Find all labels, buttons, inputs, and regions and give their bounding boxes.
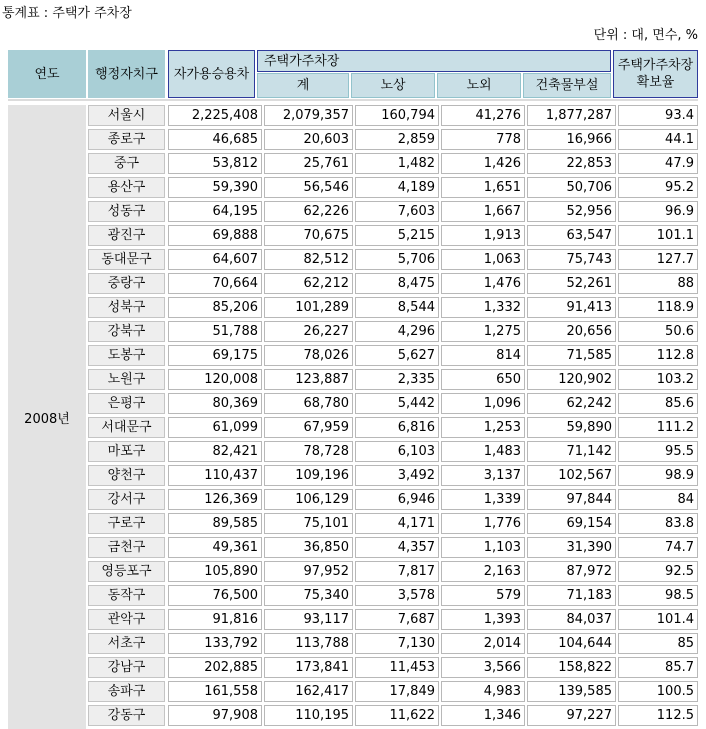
district-cell: 송파구 xyxy=(88,681,165,702)
table-row xyxy=(0,321,706,342)
private-cars-cell: 69,888 xyxy=(168,225,262,246)
private-cars-cell: 110,437 xyxy=(168,465,262,486)
ratio-cell: 100.5 xyxy=(618,681,698,702)
building-cell: 69,154 xyxy=(527,513,616,534)
ratio-cell: 101.1 xyxy=(618,225,698,246)
offstreet-cell: 1,103 xyxy=(441,537,525,558)
table-row xyxy=(0,537,706,558)
table-row xyxy=(0,705,706,726)
private-cars-cell: 202,885 xyxy=(168,657,262,678)
offstreet-cell: 1,913 xyxy=(441,225,525,246)
street-cell: 8,544 xyxy=(355,297,439,318)
street-cell: 8,475 xyxy=(355,273,439,294)
offstreet-cell: 1,346 xyxy=(441,705,525,726)
district-cell: 강북구 xyxy=(88,321,165,342)
table-row xyxy=(0,153,706,174)
private-cars-cell: 76,500 xyxy=(168,585,262,606)
offstreet-cell: 650 xyxy=(441,369,525,390)
private-cars-cell: 64,607 xyxy=(168,249,262,270)
building-cell: 20,656 xyxy=(527,321,616,342)
header-parking: 주택가주차장 xyxy=(257,50,611,72)
ratio-cell: 83.8 xyxy=(618,513,698,534)
offstreet-cell: 1,651 xyxy=(441,177,525,198)
street-cell: 11,453 xyxy=(355,657,439,678)
ratio-cell: 85.6 xyxy=(618,393,698,414)
street-cell: 4,189 xyxy=(355,177,439,198)
table-row xyxy=(0,393,706,414)
table-row xyxy=(0,369,706,390)
ratio-cell: 127.7 xyxy=(618,249,698,270)
district-cell: 양천구 xyxy=(88,465,165,486)
ratio-cell: 93.4 xyxy=(618,105,698,126)
private-cars-cell: 133,792 xyxy=(168,633,262,654)
table-row xyxy=(0,129,706,150)
district-cell: 용산구 xyxy=(88,177,165,198)
district-cell: 서울시 xyxy=(88,105,165,126)
building-cell: 87,972 xyxy=(527,561,616,582)
ratio-cell: 95.5 xyxy=(618,441,698,462)
offstreet-cell: 3,566 xyxy=(441,657,525,678)
private-cars-cell: 161,558 xyxy=(168,681,262,702)
street-cell: 6,103 xyxy=(355,441,439,462)
parking-total-cell: 25,761 xyxy=(264,153,353,174)
parking-total-cell: 70,675 xyxy=(264,225,353,246)
street-cell: 7,603 xyxy=(355,201,439,222)
building-cell: 97,844 xyxy=(527,489,616,510)
table-row xyxy=(0,465,706,486)
street-cell: 7,687 xyxy=(355,609,439,630)
header-building: 건축물부설 xyxy=(523,73,611,98)
table-row xyxy=(0,417,706,438)
ratio-cell: 84 xyxy=(618,489,698,510)
parking-total-cell: 110,195 xyxy=(264,705,353,726)
offstreet-cell: 1,667 xyxy=(441,201,525,222)
parking-total-cell: 62,212 xyxy=(264,273,353,294)
offstreet-cell: 1,393 xyxy=(441,609,525,630)
parking-total-cell: 113,788 xyxy=(264,633,353,654)
private-cars-cell: 53,812 xyxy=(168,153,262,174)
parking-total-cell: 75,101 xyxy=(264,513,353,534)
offstreet-cell: 1,275 xyxy=(441,321,525,342)
street-cell: 7,817 xyxy=(355,561,439,582)
offstreet-cell: 3,137 xyxy=(441,465,525,486)
street-cell: 17,849 xyxy=(355,681,439,702)
district-cell: 서초구 xyxy=(88,633,165,654)
district-cell: 동작구 xyxy=(88,585,165,606)
district-cell: 서대문구 xyxy=(88,417,165,438)
building-cell: 63,547 xyxy=(527,225,616,246)
district-cell: 강남구 xyxy=(88,657,165,678)
parking-total-cell: 62,226 xyxy=(264,201,353,222)
ratio-cell: 118.9 xyxy=(618,297,698,318)
private-cars-cell: 61,099 xyxy=(168,417,262,438)
street-cell: 6,946 xyxy=(355,489,439,510)
ratio-cell: 101.4 xyxy=(618,609,698,630)
street-cell: 5,215 xyxy=(355,225,439,246)
table-row xyxy=(0,225,706,246)
district-cell: 성동구 xyxy=(88,201,165,222)
street-cell: 4,296 xyxy=(355,321,439,342)
table-row xyxy=(0,249,706,270)
year-cell: 2008년 xyxy=(8,105,86,729)
private-cars-cell: 105,890 xyxy=(168,561,262,582)
offstreet-cell: 1,339 xyxy=(441,489,525,510)
building-cell: 16,966 xyxy=(527,129,616,150)
building-cell: 62,242 xyxy=(527,393,616,414)
ratio-cell: 85 xyxy=(618,633,698,654)
building-cell: 104,644 xyxy=(527,633,616,654)
table-row xyxy=(0,609,706,630)
building-cell: 91,413 xyxy=(527,297,616,318)
header-offstreet: 노외 xyxy=(437,73,521,98)
offstreet-cell: 2,163 xyxy=(441,561,525,582)
ratio-cell: 47.9 xyxy=(618,153,698,174)
private-cars-cell: 69,175 xyxy=(168,345,262,366)
district-cell: 중구 xyxy=(88,153,165,174)
district-cell: 관악구 xyxy=(88,609,165,630)
district-cell: 종로구 xyxy=(88,129,165,150)
offstreet-cell: 1,332 xyxy=(441,297,525,318)
parking-total-cell: 162,417 xyxy=(264,681,353,702)
district-cell: 강동구 xyxy=(88,705,165,726)
parking-total-cell: 109,196 xyxy=(264,465,353,486)
table-row xyxy=(0,513,706,534)
table-row xyxy=(0,177,706,198)
ratio-cell: 85.7 xyxy=(618,657,698,678)
building-cell: 71,142 xyxy=(527,441,616,462)
district-cell: 은평구 xyxy=(88,393,165,414)
building-cell: 75,743 xyxy=(527,249,616,270)
district-cell: 금천구 xyxy=(88,537,165,558)
offstreet-cell: 4,983 xyxy=(441,681,525,702)
parking-total-cell: 56,546 xyxy=(264,177,353,198)
private-cars-cell: 64,195 xyxy=(168,201,262,222)
parking-total-cell: 68,780 xyxy=(264,393,353,414)
private-cars-cell: 51,788 xyxy=(168,321,262,342)
offstreet-cell: 1,096 xyxy=(441,393,525,414)
private-cars-cell: 91,816 xyxy=(168,609,262,630)
street-cell: 3,578 xyxy=(355,585,439,606)
street-cell: 3,492 xyxy=(355,465,439,486)
ratio-cell: 98.5 xyxy=(618,585,698,606)
offstreet-cell: 1,063 xyxy=(441,249,525,270)
building-cell: 52,261 xyxy=(527,273,616,294)
building-cell: 31,390 xyxy=(527,537,616,558)
building-cell: 158,822 xyxy=(527,657,616,678)
street-cell: 6,816 xyxy=(355,417,439,438)
parking-total-cell: 106,129 xyxy=(264,489,353,510)
private-cars-cell: 2,225,408 xyxy=(168,105,262,126)
header-street: 노상 xyxy=(351,73,435,98)
offstreet-cell: 1,483 xyxy=(441,441,525,462)
table-row xyxy=(0,297,706,318)
parking-total-cell: 82,512 xyxy=(264,249,353,270)
private-cars-cell: 59,390 xyxy=(168,177,262,198)
building-cell: 59,890 xyxy=(527,417,616,438)
offstreet-cell: 1,253 xyxy=(441,417,525,438)
ratio-cell: 74.7 xyxy=(618,537,698,558)
parking-total-cell: 123,887 xyxy=(264,369,353,390)
ratio-cell: 44.1 xyxy=(618,129,698,150)
parking-total-cell: 2,079,357 xyxy=(264,105,353,126)
table-row xyxy=(0,441,706,462)
header-district: 행정자치구 xyxy=(88,50,165,98)
district-cell: 마포구 xyxy=(88,441,165,462)
unit-label: 단위 : 대, 면수, % xyxy=(593,28,698,43)
table-row xyxy=(0,345,706,366)
street-cell: 2,335 xyxy=(355,369,439,390)
table-row xyxy=(0,681,706,702)
table-row xyxy=(0,489,706,510)
parking-total-cell: 78,728 xyxy=(264,441,353,462)
private-cars-cell: 46,685 xyxy=(168,129,262,150)
private-cars-cell: 82,421 xyxy=(168,441,262,462)
header-total: 계 xyxy=(257,73,349,98)
building-cell: 71,183 xyxy=(527,585,616,606)
building-cell: 97,227 xyxy=(527,705,616,726)
offstreet-cell: 579 xyxy=(441,585,525,606)
district-cell: 노원구 xyxy=(88,369,165,390)
street-cell: 2,859 xyxy=(355,129,439,150)
street-cell: 5,627 xyxy=(355,345,439,366)
header-divider xyxy=(8,99,698,101)
building-cell: 1,877,287 xyxy=(527,105,616,126)
district-cell: 성북구 xyxy=(88,297,165,318)
header-private-cars: 자가용승용차 xyxy=(168,50,255,98)
private-cars-cell: 120,008 xyxy=(168,369,262,390)
offstreet-cell: 1,426 xyxy=(441,153,525,174)
private-cars-cell: 70,664 xyxy=(168,273,262,294)
district-cell: 도봉구 xyxy=(88,345,165,366)
private-cars-cell: 97,908 xyxy=(168,705,262,726)
header-ratio: 주택가주차장확보율 xyxy=(613,50,698,98)
district-cell: 강서구 xyxy=(88,489,165,510)
private-cars-cell: 80,369 xyxy=(168,393,262,414)
building-cell: 120,902 xyxy=(527,369,616,390)
district-cell: 중랑구 xyxy=(88,273,165,294)
parking-total-cell: 97,952 xyxy=(264,561,353,582)
table-row xyxy=(0,585,706,606)
ratio-cell: 103.2 xyxy=(618,369,698,390)
building-cell: 22,853 xyxy=(527,153,616,174)
ratio-cell: 112.5 xyxy=(618,705,698,726)
building-cell: 52,956 xyxy=(527,201,616,222)
parking-total-cell: 93,117 xyxy=(264,609,353,630)
building-cell: 50,706 xyxy=(527,177,616,198)
parking-total-cell: 20,603 xyxy=(264,129,353,150)
street-cell: 11,622 xyxy=(355,705,439,726)
private-cars-cell: 49,361 xyxy=(168,537,262,558)
parking-total-cell: 101,289 xyxy=(264,297,353,318)
offstreet-cell: 814 xyxy=(441,345,525,366)
table-row xyxy=(0,273,706,294)
parking-total-cell: 75,340 xyxy=(264,585,353,606)
district-cell: 광진구 xyxy=(88,225,165,246)
building-cell: 71,585 xyxy=(527,345,616,366)
offstreet-cell: 778 xyxy=(441,129,525,150)
ratio-cell: 88 xyxy=(618,273,698,294)
parking-total-cell: 173,841 xyxy=(264,657,353,678)
ratio-cell: 92.5 xyxy=(618,561,698,582)
street-cell: 5,442 xyxy=(355,393,439,414)
table-row xyxy=(0,633,706,654)
private-cars-cell: 85,206 xyxy=(168,297,262,318)
ratio-cell: 111.2 xyxy=(618,417,698,438)
district-cell: 동대문구 xyxy=(88,249,165,270)
building-cell: 102,567 xyxy=(527,465,616,486)
private-cars-cell: 89,585 xyxy=(168,513,262,534)
street-cell: 7,130 xyxy=(355,633,439,654)
header-year: 연도 xyxy=(8,50,86,98)
offstreet-cell: 1,476 xyxy=(441,273,525,294)
offstreet-cell: 41,276 xyxy=(441,105,525,126)
street-cell: 1,482 xyxy=(355,153,439,174)
ratio-cell: 98.9 xyxy=(618,465,698,486)
district-cell: 구로구 xyxy=(88,513,165,534)
table-row xyxy=(0,201,706,222)
offstreet-cell: 1,776 xyxy=(441,513,525,534)
building-cell: 84,037 xyxy=(527,609,616,630)
parking-total-cell: 26,227 xyxy=(264,321,353,342)
street-cell: 4,357 xyxy=(355,537,439,558)
street-cell: 4,171 xyxy=(355,513,439,534)
ratio-cell: 95.2 xyxy=(618,177,698,198)
parking-total-cell: 67,959 xyxy=(264,417,353,438)
table-row xyxy=(0,561,706,582)
ratio-cell: 96.9 xyxy=(618,201,698,222)
street-cell: 5,706 xyxy=(355,249,439,270)
private-cars-cell: 126,369 xyxy=(168,489,262,510)
street-cell: 160,794 xyxy=(355,105,439,126)
district-cell: 영등포구 xyxy=(88,561,165,582)
table-row xyxy=(0,657,706,678)
page-title: 통계표 : 주택가 주차장 xyxy=(2,6,132,21)
table-row xyxy=(0,105,706,126)
offstreet-cell: 2,014 xyxy=(441,633,525,654)
ratio-cell: 50.6 xyxy=(618,321,698,342)
parking-total-cell: 78,026 xyxy=(264,345,353,366)
ratio-cell: 112.8 xyxy=(618,345,698,366)
parking-total-cell: 36,850 xyxy=(264,537,353,558)
building-cell: 139,585 xyxy=(527,681,616,702)
